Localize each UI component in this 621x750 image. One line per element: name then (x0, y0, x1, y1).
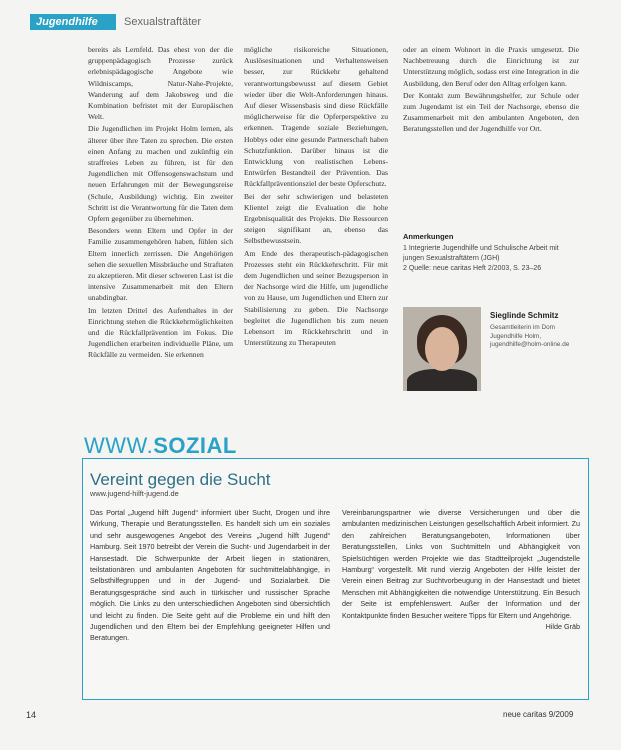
social-heading (84, 433, 237, 459)
paragraph: Im letzten Drittel des Aufenthaltes in der Einrichtung stehen die Rückkehrmöglichkeiten und die Rückfallprävention im Fokus. Die Jugendlichen erarbeiten individuelle Pläne, um Rückfälle zu vermeiden. Sie erkennen (88, 305, 233, 360)
footnotes (403, 232, 579, 274)
info-box-column-2 (342, 507, 580, 632)
header-tag: Jugendhilfe (36, 16, 98, 28)
magazine-name: neue caritas 9/2009 (503, 710, 574, 719)
paragraph: Bei der sehr schwierigen und belasteten Klientel zeigt die Evaluation die hohe Ergebnisqualität des Projekts. Die Ressourcen steigen signifikant an, ebenso das Selbstbewusstsein. (244, 191, 388, 246)
info-box-column-1 (90, 507, 330, 644)
footnote-item: 2 Quelle: neue caritas Heft 2/2003, S. 23–26 (403, 265, 542, 272)
info-box-signature: Hilde Gräb (545, 622, 580, 632)
paragraph: Besonders wenn Eltern und Opfer in der Familie zusammengehören haben, fühlen sich Eltern innerlich zerrissen. Die Angehörigen sehen die sexuellen Missbräuche und Straftaten zu akzeptieren. Mit dieser schweren Last ist die intensive Zusammenarbeit mit den Eltern unabdingbar. (88, 226, 233, 303)
paragraph: Die Jugendlichen im Projekt Holm lernen, als älterer über ihre Taten zu sprechen. Die ersten einen Anfang zu machen und zukünftig ein straffreies Leben zu führen, ist für den Jugendlichen mit Offensogenswachstum und neuen Erfahrungen mit der Bewegungsreise (Schule, Ausbildung) wichtig. Ein zweiter Schritt ist die Verantwortung für die Taten dem Opfern gegenüber zu übernehmen. (88, 124, 233, 224)
article-column-1 (88, 44, 233, 394)
author-name: Sieglinde Schmitz (490, 311, 559, 320)
footnotes-title: Anmerkungen (403, 232, 454, 241)
author-photo (403, 307, 481, 391)
paragraph: Am Ende des therapeutisch-pädagogischen Prozesses steht ein Rückkehrschritt. Für mit dem Jugendlichen und seiner Bezugsperson in der Nachsorge wird die Hilfe, um jugendliche von zu Hause, um Jugendlichen und Eltern zur Stabilisierung zu geben. Die Nachsorge begleitet die Jugendlichen bis zum neuen Lebensort im Rückkehrschritt und in Unterstützung zu Therapeuten (244, 248, 388, 348)
author-description: Gesamtleiterin im Dom Jugendhilfe Holm, jugendhilfe@holm-online.de (490, 324, 570, 349)
info-box-url[interactable]: www.jugend-hilft-jugend.de (90, 489, 179, 498)
paragraph: Der Kontakt zum Bewährungshelfer, zur Schule oder zum Jugendamt ist ein Teil der Nachsorge, ebenso die Zusammenarbeit mit den ambulanten Angeboten, den Beratungsstellen und der Jugendhilfe vor Ort. (403, 90, 579, 134)
info-box-title: Vereint gegen die Sucht (90, 470, 271, 489)
article-column-3 (403, 44, 579, 214)
footnote-item: 1 Integrierte Jugendhilfe und Schulische Arbeit mit jungen Sexualstraftätern (JGH) (403, 245, 559, 262)
paragraph: oder an einem Wohnort in die Praxis umgesetzt. Die Nachbetreuung durch die Einrichtung ist zur Unterstützung möglich, sodass erst eine Integration in die Ausbildung, den Beruf oder den Alltag erfolgen kann. (403, 45, 579, 88)
paragraph: mögliche risikoreiche Situationen, Auslösesituationen und Verhaltensweisen besser, zur Rückkehr gehaltend verantwortungsbewusst auf diesem Gebiet wieder über die Welt-Anforderungen hinaus. Auf dieser Wissensbasis sind diese Rückfälle möglicherweise für die Opferperspektive zu erkennen. Tragende soziale Beziehungen, Hobbys oder eine gesunde Partnerschaft haben Schutzfunktion. Darüber hinaus ist die Entwicklung von realistischen Lebens-Entwürfen Bestandteil der Prävention. Das Rückfallpräventionsziel der beste Opferschutz. (244, 45, 388, 189)
header-section: Sexualstraftäter (124, 16, 202, 28)
social-prefix: WWW. (84, 433, 154, 458)
paragraph: bereits als Lernfeld. Das ehest von der die gruppenpädagogisch Prozesse zurück erlebnispädagogische Angebote wie Wildniscamps, Natur-Nahe-Projekte, Wanderung auf dem Jakobsweg und die Kombination befristet mit der Europäischen Welt. (88, 45, 233, 122)
page-number: 14 (26, 710, 37, 720)
info-box-text: Vereinbarungspartner wie diverse Versicherungen und über die ambulanten medizinischen Leistungen gesellschaftlich Arbeit informiert. Zu den zahlreichen Beratungsangeboten, Informationen über Beratungsstellen, Links von Suchtmitteln und Abhängigkeit von Spielsüchtigen werden Projekte wie das Stadtteilprojekt „Jugendstelle Hamburg“ vorgestellt. Mit rund vierzig Angeboten der Hilfe leistet der Verein einen Beitrag zur Suchtvorbeugung in der Hansestadt und bietet Menschen mit Abhängigkeiten die notwendige Unterstützung. Ein Besuch der Seite ist empfehlenswert. Außer der Information und der Kontaktpunkte finden Besucher weitere Tipps für Eltern und Angehörige. (342, 508, 580, 620)
social-brand: SOZIAL (153, 433, 237, 458)
info-box-text: Das Portal „Jugend hilft Jugend“ informiert über Sucht, Drogen und ihre Wirkung, Therapie und Beratungsstellen. Es handelt sich um ein soziales und sehr ausgewogenes Angebot des Vereins „Jugend hilft Jugend“ Hamburg. Seit 1970 betreibt der Verein die Sucht- und Jugendarbeit in der Hansestadt. Die Schwerpunkte der Arbeit liegen in stationären, teilstationären und ambulanten Angeboten für suchtmittelabhängige, in Selbsthilfegruppen und in der Jugend- und Sozialarbeit. Die Beratungsgespräche sind auch in türkischer und russischer Sprache möglich. Die Links zu den unterschiedlichen Angeboten sind übersichtlich und leicht zu finden. Die Seite geht auf die Probleme ein und hilft den Jugendlichen und den Eltern bei der Empfehlung geeigneter Hilfen und Beratungen. (90, 508, 330, 643)
article-column-2 (244, 44, 388, 400)
